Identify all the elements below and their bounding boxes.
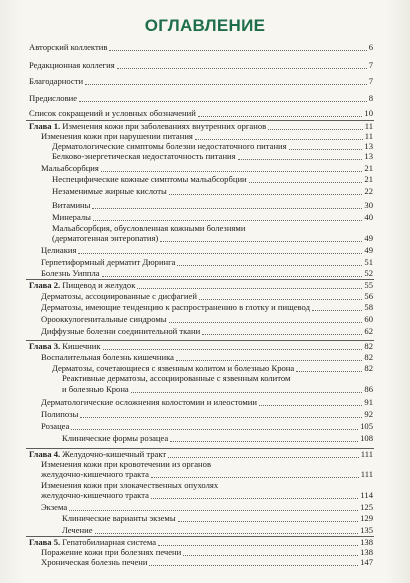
dot-leader <box>268 121 363 130</box>
chapter-title: Кишечник <box>60 341 101 351</box>
toc-page-number: 11 <box>364 121 373 131</box>
toc-entry-label: желудочно-кишечного тракта <box>41 490 149 500</box>
toc-page-number: 13 <box>364 141 373 151</box>
toc-entry-label: Экзема <box>41 502 68 512</box>
toc-entry-label: Воспалительная болезнь кишечника <box>41 352 174 362</box>
toc-entry-label <box>29 280 135 290</box>
toc-page-number: 6 <box>368 42 373 52</box>
dot-leader <box>131 384 363 393</box>
chapter-title: Гепатобилиарная система <box>60 537 157 547</box>
toc-page-number: 21 <box>364 163 373 173</box>
toc-entry-label <box>29 537 156 547</box>
dot-leader <box>151 490 359 499</box>
dot-leader <box>95 525 359 534</box>
chapter-number: Глава 3. <box>29 341 61 351</box>
toc-page-number: 8 <box>368 93 373 103</box>
dot-leader <box>149 557 358 566</box>
chapter-title: Желудочно-кишечный тракт <box>60 449 167 459</box>
toc-entry-label: Мальабсорбция, обусловленная кожными болезнями <box>52 223 246 233</box>
toc-page-number: 114 <box>360 490 373 500</box>
chapter-title: Изменения кожи при заболеваниях внутренних органов <box>60 121 267 131</box>
toc-entry-label: Хроническая болезнь печени <box>41 557 148 567</box>
toc-entry-label: Благодарности <box>29 76 84 86</box>
dot-leader <box>238 151 363 160</box>
toc-page-number: 49 <box>364 245 373 255</box>
chapter-title: Пищевод и желудок <box>60 280 136 290</box>
toc-page-number: 82 <box>364 341 373 351</box>
dot-leader <box>249 174 363 183</box>
toc-entry-label: Диффузные болезни соединительной ткани <box>41 326 201 336</box>
chapter-number: Глава 1. <box>29 121 61 131</box>
dot-leader <box>289 141 363 150</box>
toc-entry-label: Витамины <box>52 200 91 210</box>
dot-leader <box>296 363 362 372</box>
toc-entry-label: Мальабсорбция <box>41 163 99 173</box>
toc-page-number: 125 <box>360 502 373 512</box>
dot-leader <box>69 502 358 511</box>
toc-page-number: 55 <box>364 280 373 290</box>
toc-page-number: 13 <box>364 151 373 161</box>
toc-page-number: 138 <box>360 547 373 557</box>
dot-leader <box>109 42 366 51</box>
toc-entry-label: Незаменимые жирные кислоты <box>52 186 167 196</box>
toc-entry-label: Полипозы <box>41 409 79 419</box>
toc-entry-label: Белково-энергетическая недостаточность питания <box>52 151 236 161</box>
toc-page-number: 7 <box>368 76 373 86</box>
dot-leader <box>158 537 358 546</box>
toc-page-number: 111 <box>360 449 373 459</box>
toc-page-number: 92 <box>364 409 373 419</box>
dot-leader <box>85 76 367 85</box>
dot-leader <box>137 280 362 289</box>
toc-page-number: 129 <box>360 513 373 523</box>
dot-leader <box>178 513 358 522</box>
dot-leader <box>102 268 363 277</box>
dot-leader <box>177 257 362 266</box>
dot-leader <box>151 469 359 478</box>
toc-page-number: 40 <box>364 212 373 222</box>
dot-leader <box>176 352 362 361</box>
toc-page-number: 91 <box>364 397 373 407</box>
toc-entry-label: Дерматозы, сочетающиеся с язвенным колитом и болезнью Крона <box>52 363 295 373</box>
toc-page-number: 56 <box>364 291 373 301</box>
toc-entry-label: Клинические формы розацеа <box>62 433 169 443</box>
dot-leader <box>259 397 362 406</box>
toc-entry-label: Розацеа <box>41 421 70 431</box>
toc-entry-label: Поражение кожи при болезнях печени <box>41 547 182 557</box>
toc-entry-label: Предисловие <box>29 93 78 103</box>
toc-entry-label: Лечение <box>62 525 93 535</box>
toc-page-number: 7 <box>368 60 373 70</box>
toc-entry-label: Герпетиформный дерматит Дюринга <box>41 257 176 267</box>
dot-leader <box>103 341 363 350</box>
dot-leader <box>168 449 359 458</box>
toc-page-number: 86 <box>364 384 373 394</box>
dot-leader <box>170 433 358 442</box>
dot-leader <box>183 547 358 556</box>
toc-page-number: 111 <box>360 469 373 479</box>
toc-entry-label: Список сокращений и условных обозначений <box>29 108 196 118</box>
dot-leader <box>199 291 362 300</box>
toc-entry-label: Клинические варианты экземы <box>62 513 176 523</box>
toc-page-number: 138 <box>360 537 373 547</box>
toc-page-number: 105 <box>360 421 373 431</box>
toc-page-number: 10 <box>364 108 373 118</box>
toc-entry-label <box>29 449 166 459</box>
dot-leader <box>312 302 362 311</box>
toc-entry-label: Неспецифические кожные симптомы мальабсорбции <box>52 174 247 184</box>
toc-entry-label: Дерматозы, имеющие тенденцию к распространению в глотку и пищевод <box>41 302 310 312</box>
toc-entry-label: Реактивные дерматозы, ассоциированные с язвенным колитом <box>62 373 291 383</box>
chapter-number: Глава 2. <box>29 280 61 290</box>
toc-entry-label: Минералы <box>52 212 91 222</box>
toc-page-number: 30 <box>364 200 373 210</box>
toc-page-number: 52 <box>364 268 373 278</box>
toc-entry-label: Болезнь Уиппла <box>41 268 100 278</box>
toc-entry-label: Авторский коллектив <box>29 42 108 52</box>
toc-entry-label: Целиакия <box>41 245 77 255</box>
toc-page-number: 58 <box>364 302 373 312</box>
dot-leader <box>92 200 362 209</box>
toc-entry-label: Дерматозы, ассоциированные с дисфагией <box>41 291 197 301</box>
toc-entry-label: и болезнью Крона <box>62 384 129 394</box>
toc-page-number: 49 <box>364 233 373 243</box>
dot-leader <box>71 421 358 430</box>
dot-leader <box>169 186 363 195</box>
toc-entry-label: Изменения кожи при злокачественных опухолях <box>41 480 219 490</box>
toc-entry-label: желудочно-кишечного тракта <box>41 469 149 479</box>
dot-leader <box>101 163 363 172</box>
chapter-number: Глава 4. <box>29 449 61 459</box>
dot-leader <box>202 326 362 335</box>
toc-page-number: 11 <box>364 131 373 141</box>
dot-leader <box>169 314 363 323</box>
dot-leader <box>78 245 362 254</box>
toc-page-number: 51 <box>364 257 373 267</box>
chapter-number: Глава 5. <box>29 537 61 547</box>
dot-leader <box>93 212 363 221</box>
dot-leader <box>79 93 367 102</box>
toc-page-number: 22 <box>364 186 373 196</box>
toc-page-number: 82 <box>364 352 373 362</box>
toc-entry-label: Редакционная коллегия <box>29 60 115 70</box>
toc-entry-label: Орооккулогенитальные синдромы <box>41 314 167 324</box>
dot-leader <box>160 233 362 242</box>
toc-entry-label: Изменения кожи при кровотечении из органов <box>41 459 212 469</box>
toc-page-number: 62 <box>364 326 373 336</box>
toc-entry-label <box>29 341 101 351</box>
dot-leader <box>117 60 367 69</box>
toc-page-number: 21 <box>364 174 373 184</box>
toc-page-number: 82 <box>364 363 373 373</box>
toc-entry-label: Изменения кожи при нарушении питания <box>41 131 193 141</box>
dot-leader <box>198 108 363 117</box>
toc-entry-label: (дерматогенная энтеропатия) <box>52 233 159 243</box>
toc-entry-label: Дерматологические симптомы болезни недостаточного питания <box>52 141 287 151</box>
toc-page-number: 60 <box>364 314 373 324</box>
dot-leader <box>80 409 362 418</box>
toc-page-number: 108 <box>360 433 373 443</box>
dot-leader <box>195 131 363 140</box>
toc-page-number: 147 <box>360 557 373 567</box>
toc-entry-label: Дерматологические осложнения колостомии и илеостомии <box>41 397 257 407</box>
toc-entry-label <box>29 121 266 131</box>
page-title: ОГЛАВЛЕНИЕ <box>144 16 266 35</box>
toc-page-number: 135 <box>360 525 373 535</box>
